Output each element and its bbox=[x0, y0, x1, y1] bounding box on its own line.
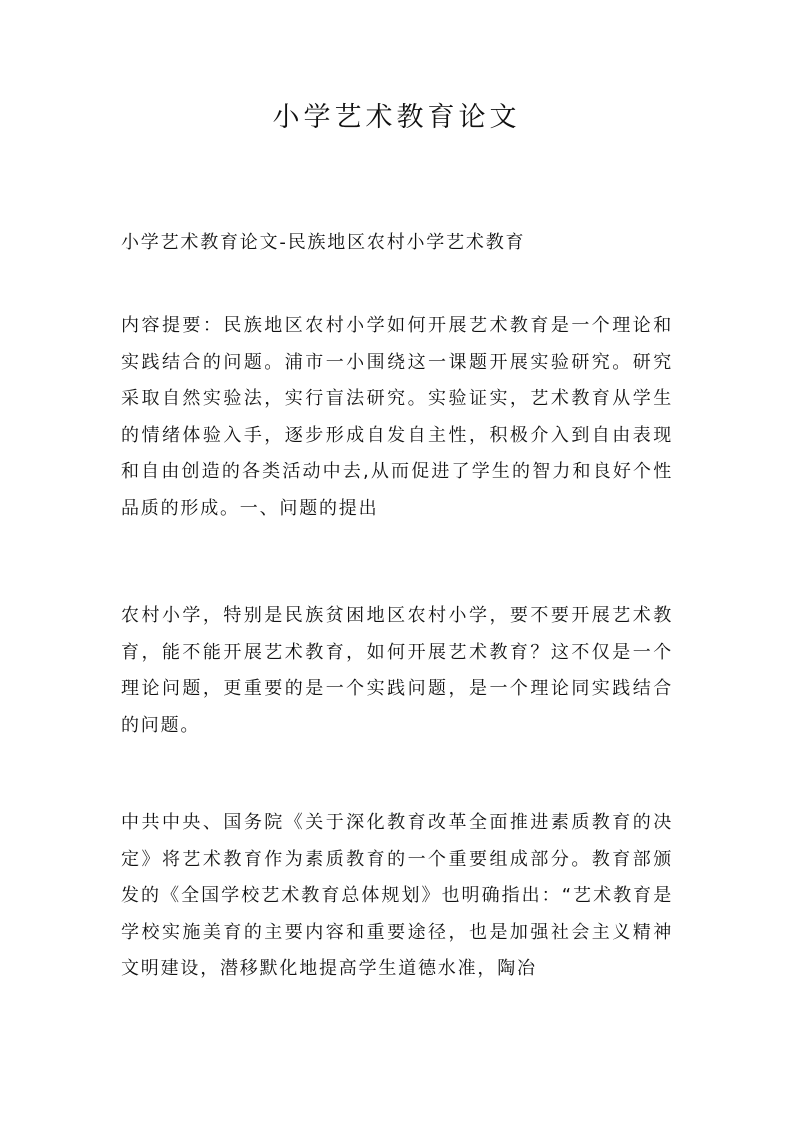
paragraph-rural-schools: 农村小学，特别是民族贫困地区农村小学，要不要开展艺术教育，能不能开展艺术教育，如何开展艺术教育？这不仅是一个理论问题，更重要的是一个实践问题，是一个理论同实践结合的问题。 bbox=[121, 605, 673, 736]
document-subtitle: 小学艺术教育论文-民族地区农村小学艺术教育 bbox=[121, 232, 526, 253]
paragraph-policy: 中共中央、国务院《关于深化教育改革全面推进素质教育的决定》将艺术教育作为素质教育的一个重要组成部分。教育部颁发的《全国学校艺术教育总体规划》也明确指出：“艺术教育是学校实施美育的主要内容和重要途径，也是加强社会主义精神文明建设，潜移默化地提高学生道德水准，陶冶 bbox=[121, 812, 673, 979]
document-title: 小学艺术教育论文 bbox=[272, 102, 521, 133]
paragraph-abstract: 内容提要：民族地区农村小学如何开展艺术教育是一个理论和实践结合的问题。浦市一小围绕这一课题开展实验研究。研究采取自然实验法，实行盲法研究。实验证实，艺术教育从学生的情绪体验入手，逐步形成自发自主性，积极介入到自由表现和自由创造的各类活动中去,从而促进了学生的智力和良好个性品质的形成。一、问题的提出 bbox=[121, 315, 673, 519]
